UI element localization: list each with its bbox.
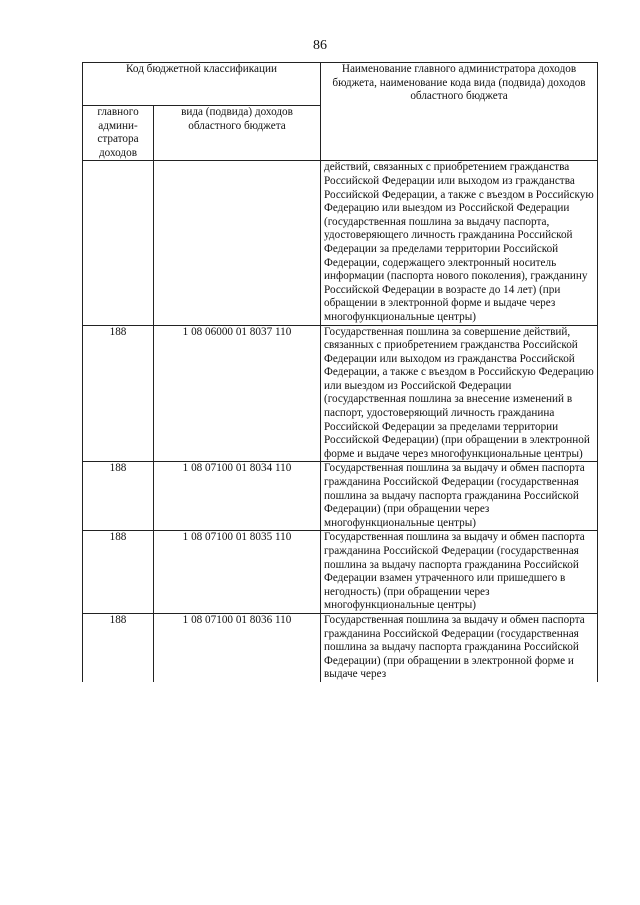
table-row [83, 531, 598, 614]
header-administrator-name: Наименование главного администратора доходов бюджета, наименование кода вида (подвида) доходов областного бюджета [321, 63, 598, 161]
header-income-type: вида (подвида) доходов областного бюджета [154, 106, 321, 161]
income-code-cell: 1 08 07100 01 8036 110 [154, 613, 321, 681]
income-code-cell: 1 08 06000 01 8037 110 [154, 325, 321, 462]
table-row [83, 462, 598, 531]
table-header [83, 63, 598, 161]
admin-code-cell [83, 161, 154, 325]
description-cell: действий, связанных с приобретением гражданства Российской Федерации или выходом из гражданства Российской Федерации, а также с въездом в Российскую Федерацию или выездом из Российской Федерации (государственная пошлина за выдачу паспорта, удостоверяющего личность гражданина Российской Федерации за пределами территории Российской Федерации, содержащего электронный носитель информации (паспорта нового поколения), гражданину Российской Федерации в возрасте до 14 лет) (при обращении в электронной форме и выдаче через многофункциональные центры) [321, 161, 598, 325]
budget-classification-table [82, 62, 598, 682]
admin-code-cell: 188 [83, 613, 154, 681]
income-code-cell [154, 161, 321, 325]
description-cell: Государственная пошлина за совершение действий, связанных с приобретением гражданства Российской Федерации или выходом из гражданства Российской Федерации, а также с въездом в Российскую Федерацию или выездом из Российской Федерации (государственная пошлина за внесение изменений в паспорт, удостоверяющий личность гражданина Российской Федерации за пределами территории Российской Федерации) (при обращении в электронной форме и выдаче через многофункциональные центры) [321, 325, 598, 462]
admin-code-cell: 188 [83, 325, 154, 462]
header-row-top [83, 63, 598, 106]
description-cell: Государственная пошлина за выдачу и обмен паспорта гражданина Российской Федерации (государственная пошлина за выдачу паспорта гражданина Российской Федерации) (при обращении в электронной форме и выдаче через [321, 613, 598, 681]
table-row [83, 325, 598, 462]
page-number: 86 [313, 38, 327, 53]
description-cell: Государственная пошлина за выдачу и обмен паспорта гражданина Российской Федерации (государственная пошлина за выдачу паспорта гражданина Российской Федерации) (при обращении через многофункциональные центры) [321, 462, 598, 531]
table-body [83, 161, 598, 682]
table-row [83, 613, 598, 681]
income-code-cell: 1 08 07100 01 8035 110 [154, 531, 321, 614]
admin-code-cell: 188 [83, 531, 154, 614]
admin-code-cell: 188 [83, 462, 154, 531]
income-code-cell: 1 08 07100 01 8034 110 [154, 462, 321, 531]
header-main-administrator: главного админи-стратора доходов [83, 106, 154, 161]
description-cell: Государственная пошлина за выдачу и обмен паспорта гражданина Российской Федерации (государственная пошлина за выдачу паспорта гражданина Российской Федерации взамен утраченного или пришедшего в негодность) (при обращении через многофункциональные центры) [321, 531, 598, 614]
table-row [83, 161, 598, 325]
header-budget-code-group: Код бюджетной классификации [83, 63, 321, 106]
